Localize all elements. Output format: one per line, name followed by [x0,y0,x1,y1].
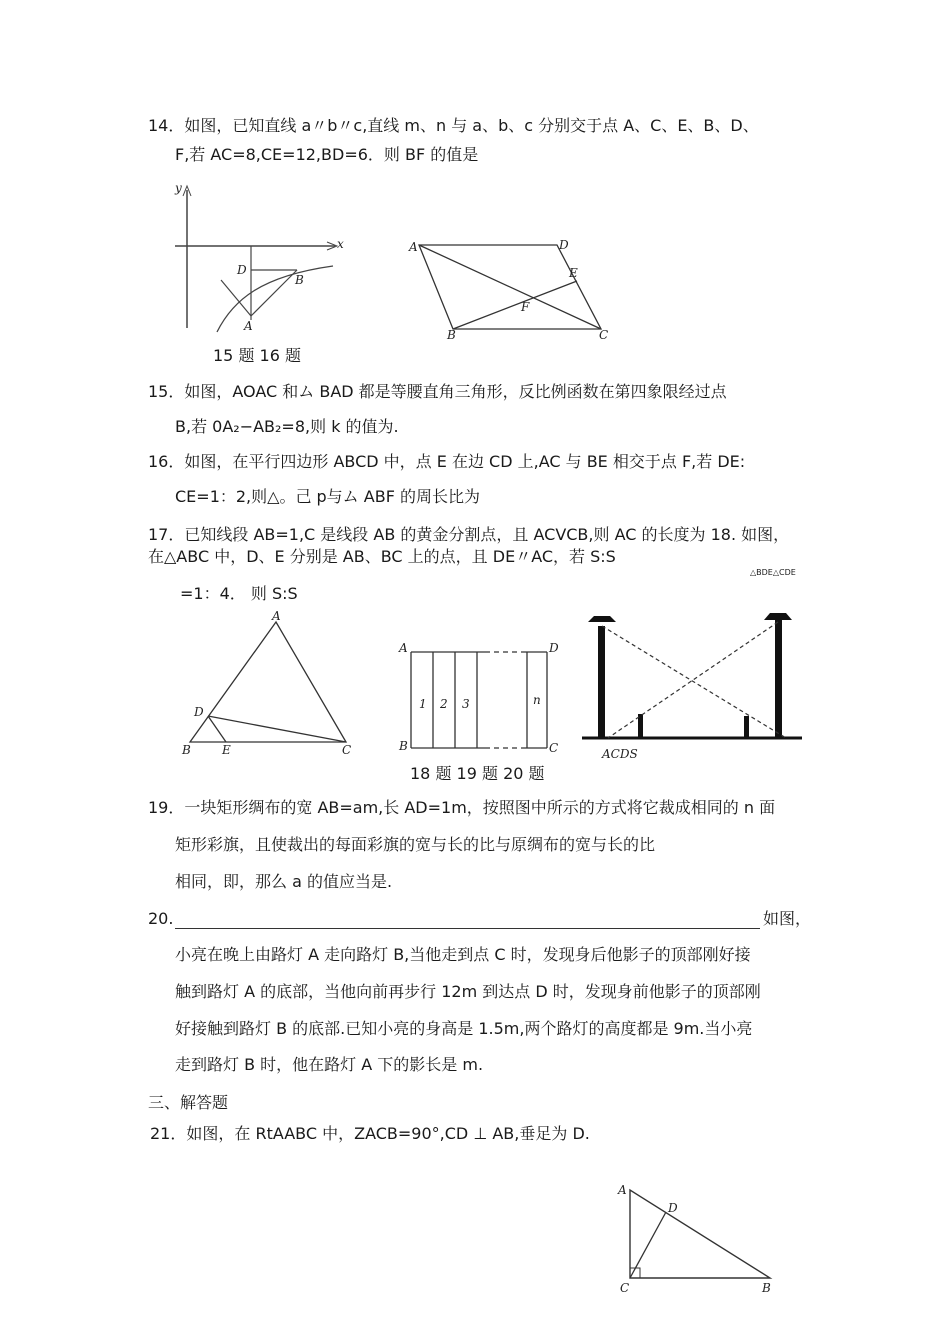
q14-line2: F,若 AC=8,CE=12,BD=6．则 BF 的值是 [175,145,479,164]
fig18-label-c: C [342,743,352,757]
fig16-label-a: A [409,240,418,254]
fig19-strip-1: 1 [419,697,427,711]
q16-line1: 16．如图，在平行四边形 ABCD 中，点 E 在边 CD 上,AC 与 BE 相交于点 F,若 DE: [148,452,746,471]
q16-line2: CE=1：2,则△。己 p与ム ABF 的周长比为 [175,487,480,506]
fig15-label-a: A [244,319,253,333]
q15-line1: 15．如图，AOAC 和ム BAD 都是等腰直角三角形，反比例函数在第四象限经过点 [148,382,727,401]
q19-line1: 19．一块矩形绸布的宽 AB=am,长 AD=1m，按照图中所示的方式将它裁成相同的 n 面 [148,798,776,817]
q19-line3: 相同，即，那么 a 的值应当是. [175,872,393,891]
fig18-label-a: A [272,609,281,623]
fig16-label-b: B [447,328,456,342]
fig15-label-b: B [295,273,304,287]
fig19-label-b: B [399,739,408,753]
figure-15 [165,180,355,340]
fig16-label-e: E [569,266,578,280]
fig16-label-d: D [559,238,569,252]
fig19-label-d: D [549,641,559,655]
q20-tail: 如图， [763,909,812,928]
q20-line3: 触到路灯 A 的底部，当他向前再步行 12m 到达点 D 时，发现身前他影子的顶部刚 [175,982,761,1001]
q17-line3: =1：4． 则 S:S [180,584,298,603]
q19-line2: 矩形彩旗，且使裁出的每面彩旗的宽与长的比与原绸布的宽与长的比 [175,835,656,854]
fig21-label-d: D [668,1201,678,1215]
figure-20 [580,610,810,760]
q21-line1: 21．如图，在 RtAABC 中，ZACB=90°,CD ⊥ AB,垂足为 D. [150,1124,590,1143]
fig19-strip-2: 2 [440,697,448,711]
fig15-label-d: D [237,263,247,277]
fig21-label-c: C [620,1281,630,1295]
q20-line2: 小亮在晚上由路灯 A 走向路灯 B,当他走到点 C 时，发现身后他影子的顶部刚好接 [175,945,751,964]
q17-line2: 在△ABC 中，D、E 分别是 AB、BC 上的点，且 DE〃AC，若 S:S [148,547,616,566]
fig16-label-c: C [599,328,609,342]
q20-line4: 好接触到路灯 B 的底部.已知小亮的身高是 1.5m,两个路灯的高度都是 9m.当小亮 [175,1019,753,1038]
fig16-label-f: F [521,300,530,314]
caption-15-16: 15 题 16 题 [213,346,301,365]
q20-line5: 走到路灯 B 时，他在路灯 A 下的影长是 m. [175,1055,484,1074]
fig15-label-x: x [337,237,344,251]
q20-answer-blank[interactable] [175,928,760,929]
section-3-heading: 三、解答题 [148,1093,229,1112]
figure-19 [395,640,570,758]
fig21-label-a: A [618,1183,627,1197]
q14-line1: 14．如图，已知直线 a〃b〃c,直线 m、n 与 a、b、c 分别交于点 A、C、E、B、D、 [148,116,759,135]
q20-number: 20. [148,909,174,928]
fig19-strip-n: n [533,693,541,707]
fig20-label: ACDS [602,747,638,761]
caption-18-20: 18 题 19 题 20 题 [410,764,545,783]
fig19-strip-3: 3 [462,697,470,711]
fig15-label-y: y [175,181,182,195]
fig19-label-c: C [549,741,559,755]
q17-line1: 17．已知线段 AB=1,C 是线段 AB 的黄金分割点，且 ACVCB,则 AC 的长度为 18. 如图， [148,525,790,544]
figure-16 [405,235,615,342]
fig18-label-e: E [222,743,231,757]
fig18-label-d: D [194,705,204,719]
fig18-label-b: B [182,743,191,757]
fig19-label-a: A [399,641,408,655]
q15-line2: B,若 0A₂−AB₂=8,则 k 的值为. [175,417,399,436]
fig21-label-b: B [762,1281,771,1295]
figure-21 [612,1178,782,1296]
q17-subscript: △BDE△CDE [750,568,796,577]
figure-18 [180,609,360,760]
